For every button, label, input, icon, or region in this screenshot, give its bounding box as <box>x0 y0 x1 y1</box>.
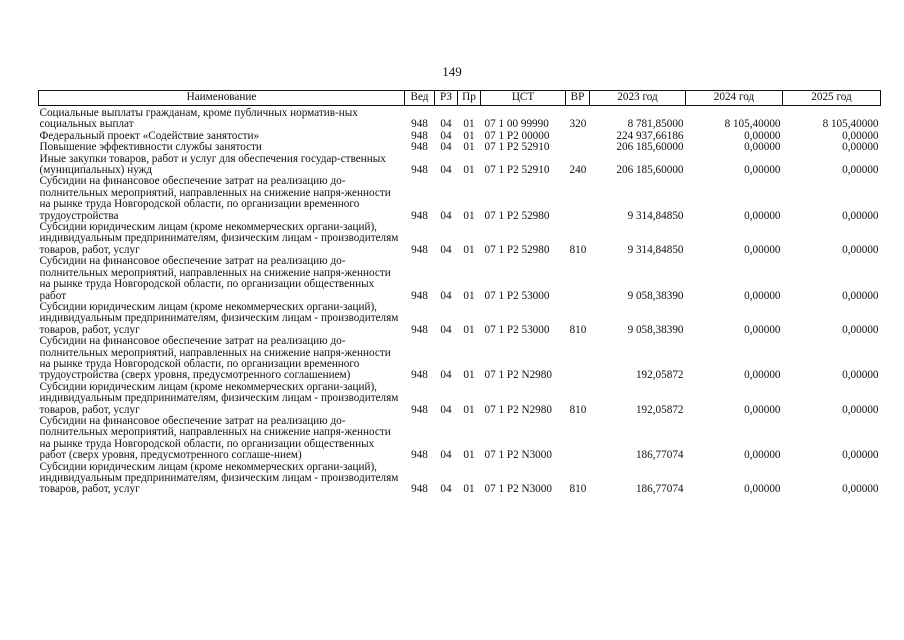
row-cst: 07 1 P2 N3000 <box>484 449 552 462</box>
row-name: Социальные выплаты гражданам, кроме публичных норматив-ных социальных выплат <box>39 107 358 131</box>
row-ved: 948 <box>411 483 428 496</box>
row-cst: 07 1 P2 N3000 <box>484 483 552 496</box>
row-pr: 01 <box>463 129 475 142</box>
row-2023: 224 937,66186 <box>616 129 684 142</box>
row-2024: 0,00000 <box>744 209 781 222</box>
row-name: Субсидии юридическим лицам (кроме некоммерческих органи-заций), индивидуальным предпринимателям, физическим лицам - производителям товаров, работ, услуг <box>39 460 399 496</box>
row-cst: 07 1 P2 N2980 <box>484 369 552 382</box>
row-2023: 192,05872 <box>635 403 684 416</box>
row-cst: 07 1 P2 53000 <box>484 289 550 302</box>
row-name: Субсидии на финансовое обеспечение затрат на реализацию до-полнительных мероприятий, направленных на снижение напря-женности на рынке труда Новгородской области, по организации общественных работ (сверх уровня, предусмотренного соглаше-нием) <box>39 414 391 462</box>
row-2023: 9 058,38390 <box>627 323 684 336</box>
row-pr: 01 <box>463 403 475 416</box>
row-ved: 948 <box>411 141 428 154</box>
row-pr: 01 <box>463 141 475 154</box>
row-rz: 04 <box>440 369 452 382</box>
row-2023: 186,77074 <box>635 449 684 462</box>
row-2025: 0,00000 <box>842 209 879 222</box>
row-vr <box>566 416 590 462</box>
row-2024: 0,00000 <box>744 403 781 416</box>
table-body <box>39 106 881 496</box>
row-ved: 948 <box>411 164 428 177</box>
header-cst: ЦСТ <box>481 91 566 106</box>
row-2024: 0,00000 <box>744 129 781 142</box>
row-rz: 04 <box>440 129 452 142</box>
table-row <box>39 336 881 382</box>
row-2024: 0,00000 <box>744 369 781 382</box>
row-pr: 01 <box>463 243 475 256</box>
row-2025: 8 105,40000 <box>822 118 879 131</box>
row-pr: 01 <box>463 483 475 496</box>
row-cst: 07 1 P2 00000 <box>484 129 550 142</box>
row-name: Субсидии юридическим лицам (кроме некоммерческих органи-заций), индивидуальным предпринимателям, физическим лицам - производителям товаров, работ, услуг <box>39 221 399 256</box>
row-vr: 810 <box>569 243 587 256</box>
row-pr: 01 <box>463 289 475 302</box>
table-row <box>39 154 881 177</box>
row-2023: 9 314,84850 <box>627 243 684 256</box>
row-ved: 948 <box>411 449 428 462</box>
row-ved: 948 <box>411 129 428 142</box>
row-2024: 0,00000 <box>744 449 781 462</box>
row-2024: 0,00000 <box>744 323 781 336</box>
row-2023: 186,77074 <box>635 483 684 496</box>
row-2025: 0,00000 <box>842 449 879 462</box>
row-pr: 01 <box>463 118 475 131</box>
row-ved: 948 <box>411 118 428 131</box>
row-pr: 01 <box>463 449 475 462</box>
row-rz: 04 <box>440 141 452 154</box>
row-2024: 8 105,40000 <box>724 118 781 131</box>
row-pr: 01 <box>463 369 475 382</box>
row-2025: 0,00000 <box>842 369 879 382</box>
row-2024: 0,00000 <box>744 141 781 154</box>
row-2025: 0,00000 <box>842 164 879 177</box>
row-name: Субсидии на финансовое обеспечение затрат на реализацию до-полнительных мероприятий, направленных на снижение напря-женности на рынке труда Новгородской области, по организации временного трудоустройства <box>39 175 391 222</box>
row-2024: 0,00000 <box>744 164 781 177</box>
header-2024: 2024 год <box>686 91 783 106</box>
row-vr <box>566 336 590 382</box>
table-row <box>39 106 881 131</box>
row-rz: 04 <box>440 243 452 256</box>
row-pr: 01 <box>463 323 475 336</box>
row-rz: 04 <box>440 164 452 177</box>
row-vr: 810 <box>569 323 587 336</box>
row-rz: 04 <box>440 323 452 336</box>
row-vr: 320 <box>569 118 587 131</box>
row-cst: 07 1 P2 53000 <box>484 323 550 336</box>
row-2023: 9 314,84850 <box>627 209 684 222</box>
header-2025: 2025 год <box>783 91 881 106</box>
table-row <box>39 382 881 416</box>
row-vr <box>566 256 590 302</box>
table-header-row <box>39 91 881 106</box>
row-vr: 240 <box>569 164 587 177</box>
row-name: Повышение эффективности службы занятости <box>39 141 262 154</box>
page-number: 149 <box>442 64 462 79</box>
row-2025: 0,00000 <box>842 243 879 256</box>
row-2025: 0,00000 <box>842 323 879 336</box>
table-row <box>39 256 881 302</box>
row-2025: 0,00000 <box>842 129 879 142</box>
row-rz: 04 <box>440 209 452 222</box>
row-cst: 07 1 P2 52910 <box>484 141 550 154</box>
row-rz: 04 <box>440 449 452 462</box>
row-2024: 0,00000 <box>744 243 781 256</box>
row-ved: 948 <box>411 243 428 256</box>
row-vr: 810 <box>569 483 587 496</box>
row-pr: 01 <box>463 164 475 177</box>
row-2024: 0,00000 <box>744 289 781 302</box>
row-cst: 07 1 P2 52980 <box>484 243 550 256</box>
row-vr <box>566 176 590 222</box>
row-name: Субсидии на финансовое обеспечение затрат на реализацию до-полнительных мероприятий, направленных на снижение напря-женности на рынке труда Новгородской области, по организации временного трудоустройства (сверх уровня, предусмотренного соглашением) <box>39 335 391 382</box>
row-2023: 8 781,85000 <box>627 118 684 131</box>
row-name: Субсидии юридическим лицам (кроме некоммерческих органи-заций), индивидуальным предпринимателям, физическим лицам - производителям товаров, работ, услуг <box>39 300 399 336</box>
table-row <box>39 302 881 336</box>
row-cst: 07 1 P2 52980 <box>484 209 550 222</box>
row-2023: 206 185,60000 <box>616 164 684 177</box>
row-name: Федеральный проект «Содействие занятости» <box>39 129 260 142</box>
row-2025: 0,00000 <box>842 483 879 496</box>
row-vr: 810 <box>569 403 587 416</box>
table-row <box>39 142 881 153</box>
row-name: Иные закупки товаров, работ и услуг для обеспечения государ-ственных (муниципальных) нужд <box>39 152 386 177</box>
row-rz: 04 <box>440 483 452 496</box>
row-2025: 0,00000 <box>842 289 879 302</box>
header-ved: Вед <box>405 91 435 106</box>
header-name: Наименование <box>39 91 405 106</box>
row-cst: 07 1 P2 52910 <box>484 164 550 177</box>
table-row <box>39 416 881 462</box>
row-pr: 01 <box>463 209 475 222</box>
table-row <box>39 462 881 496</box>
header-rz: РЗ <box>435 91 458 106</box>
row-2025: 0,00000 <box>842 403 879 416</box>
row-vr <box>566 131 590 142</box>
row-ved: 948 <box>411 323 428 336</box>
row-ved: 948 <box>411 369 428 382</box>
header-2023: 2023 год <box>590 91 686 106</box>
budget-table <box>38 90 881 496</box>
row-rz: 04 <box>440 289 452 302</box>
row-ved: 948 <box>411 289 428 302</box>
row-vr <box>566 142 590 153</box>
row-name: Субсидии юридическим лицам (кроме некоммерческих органи-заций), индивидуальным предпринимателям, физическим лицам - производителям товаров, работ, услуг <box>39 380 399 416</box>
row-rz: 04 <box>440 403 452 416</box>
row-2023: 9 058,38390 <box>627 289 684 302</box>
row-2025: 0,00000 <box>842 141 879 154</box>
row-2023: 206 185,60000 <box>616 141 684 154</box>
row-rz: 04 <box>440 118 452 131</box>
row-name: Субсидии на финансовое обеспечение затрат на реализацию до-полнительных мероприятий, направленных на снижение напря-женности на рынке труда Новгородской области, по организации общественных работ <box>39 255 391 302</box>
row-ved: 948 <box>411 403 428 416</box>
row-2023: 192,05872 <box>635 369 684 382</box>
row-cst: 07 1 00 99990 <box>484 118 549 131</box>
table-row <box>39 222 881 256</box>
table-row <box>39 176 881 222</box>
header-vr: ВР <box>566 91 590 106</box>
header-pr: Пр <box>458 91 481 106</box>
row-cst: 07 1 P2 N2980 <box>484 403 552 416</box>
row-ved: 948 <box>411 209 428 222</box>
row-2024: 0,00000 <box>744 483 781 496</box>
